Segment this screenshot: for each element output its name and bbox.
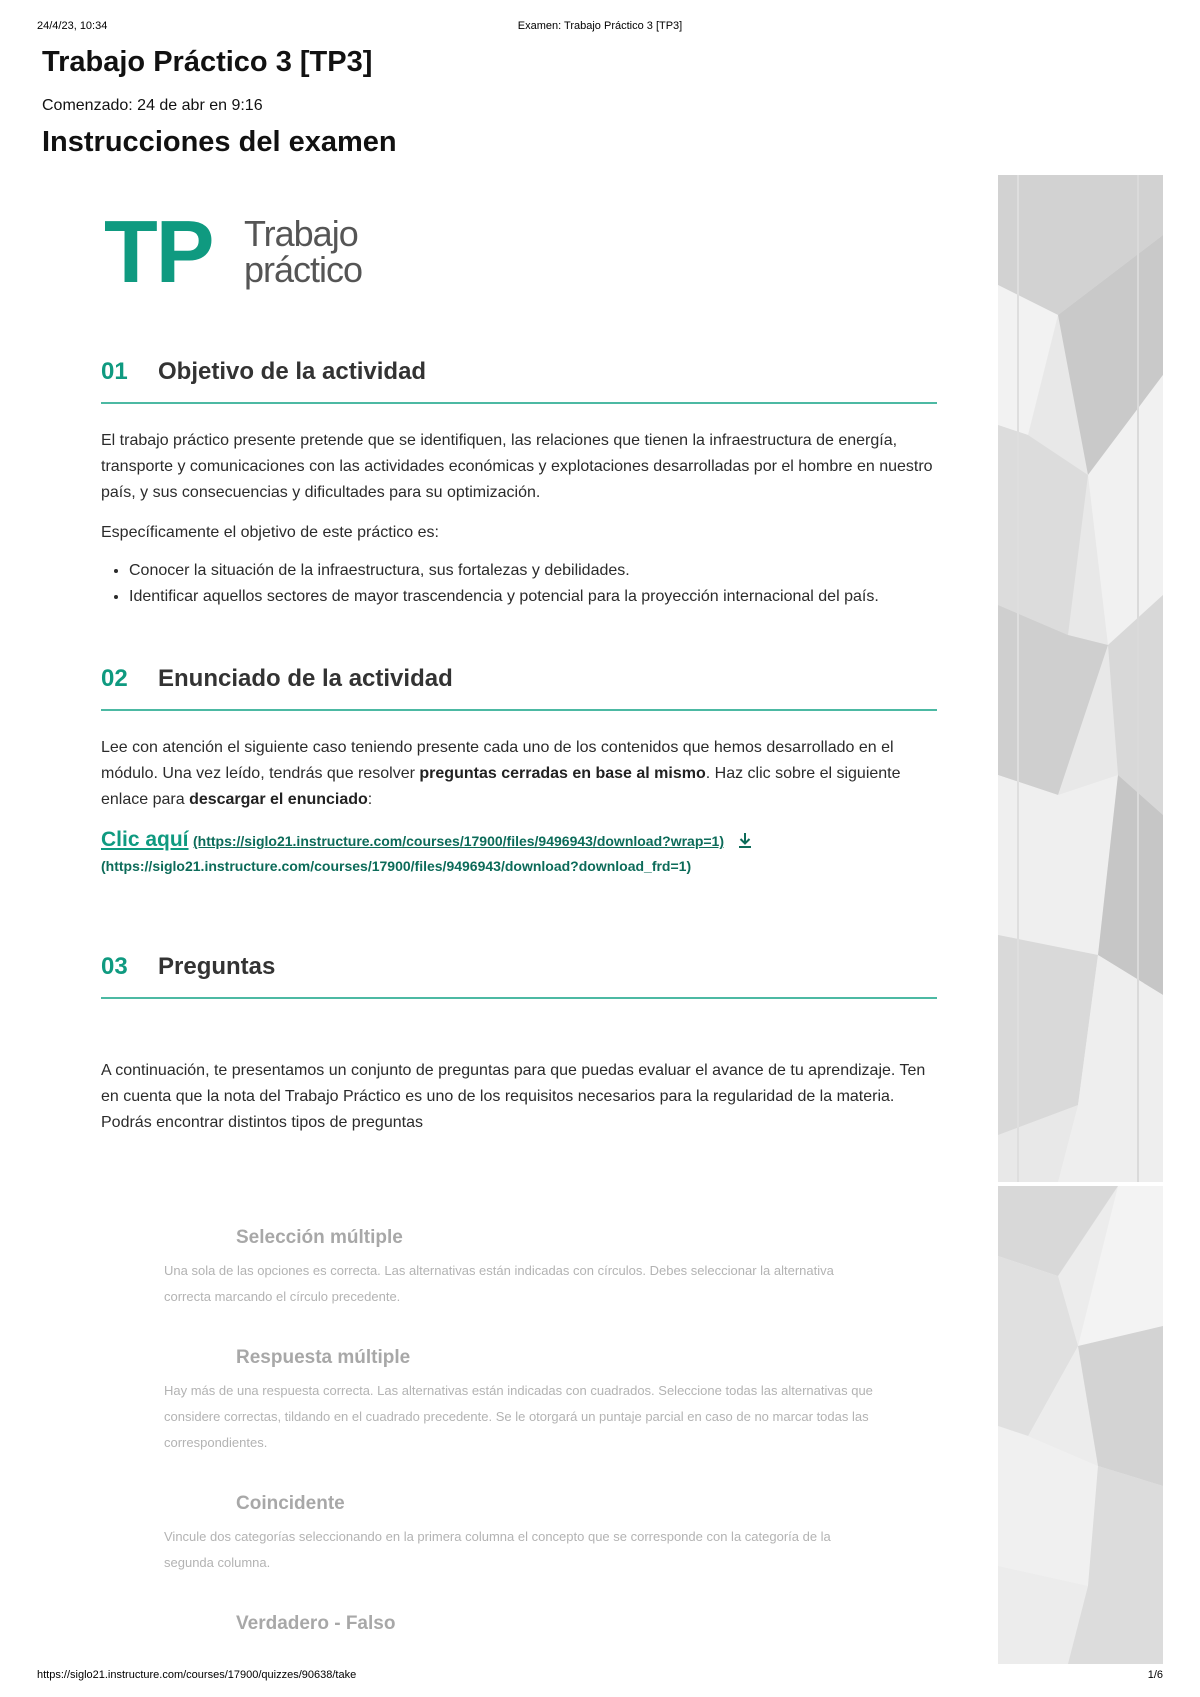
logo-line-2: práctico — [244, 249, 363, 290]
question-type-title: Verdadero - Falso — [236, 1613, 396, 1634]
quiz-started-date: Comenzado: 24 de abr en 9:16 — [42, 97, 263, 114]
section-title: Enunciado de la actividad — [158, 665, 453, 692]
question-type-title: Selección múltiple — [236, 1227, 403, 1248]
download-link-block — [101, 828, 901, 874]
question-type-description: Vincule dos categorías seleccionando en la primera columna el concepto que se corresponde con la categoría de la segunda columna. — [164, 1529, 831, 1570]
print-datetime: 24/4/23, 10:34 — [37, 20, 108, 32]
section-number: 03 — [101, 953, 128, 980]
print-page-title: Examen: Trabajo Práctico 3 [TP3] — [517, 20, 683, 32]
logo-line-1: Trabajo — [244, 213, 358, 254]
print-page-number: 1/6 — [1147, 1669, 1163, 1681]
question-type-title: Respuesta múltiple — [236, 1347, 411, 1368]
objective-intro: Específicamente el objetivo de este práctico es: — [101, 524, 439, 541]
section-title: Preguntas — [158, 953, 276, 980]
quiz-title: Trabajo Práctico 3 [TP3] — [42, 46, 373, 78]
question-type-title: Coincidente — [236, 1493, 345, 1514]
statement-bold-1: preguntas cerradas en base al mismo — [419, 765, 706, 782]
download-link[interactable]: Clic aquí — [101, 828, 189, 851]
objective-list — [101, 558, 989, 610]
tp-logo — [104, 202, 404, 301]
decorative-architecture-image — [998, 175, 1163, 1182]
print-header — [37, 20, 1163, 36]
logo-text — [244, 213, 363, 290]
list-item: • Identificar aquellos sectores de mayor trascendencia y potencial para la proyección internacional del país. — [129, 584, 989, 610]
logo-mark: TP — [104, 202, 213, 301]
statement-bold-2: descargar el enunciado — [189, 791, 368, 808]
statement-text-1: Lee con atención el siguiente caso teniendo presente cada uno de los contenidos que hemos desarrollado en el módulo. Una vez leído, tendrás que resolver — [101, 739, 894, 782]
section-01-heading — [101, 348, 937, 404]
section-divider — [101, 402, 937, 404]
direct-download-link-url[interactable]: (https://siglo21.instructure.com/courses/17900/files/9496943/download?download_frd=1) — [101, 858, 692, 874]
print-footer — [37, 1669, 1163, 1685]
section-number: 02 — [101, 665, 128, 692]
question-type-description: Una sola de las opciones es correcta. Las alternativas están indicadas con círculos. Debes seleccionar la alternativa correcta marcando el círculo precedente. — [164, 1263, 834, 1304]
section-02-heading — [101, 655, 937, 711]
section-divider — [101, 997, 937, 999]
download-link-url[interactable]: (https://siglo21.instructure.com/courses/17900/files/9496943/download?wrap=1) — [192, 833, 724, 849]
statement-paragraph — [101, 735, 941, 813]
section-divider — [101, 709, 937, 711]
print-url: https://siglo21.instructure.com/courses/17900/quizzes/90638/take — [37, 1669, 357, 1681]
decorative-architecture-image-2 — [998, 1186, 1163, 1664]
list-item: • Conocer la situación de la infraestructura, sus fortalezas y debilidades. — [129, 558, 989, 584]
statement-text-2: . Haz clic sobre el siguiente enlace para — [101, 765, 901, 808]
questions-paragraph: A continuación, te presentamos un conjunto de preguntas para que puedas evaluar el avance de tu aprendizaje. Ten en cuenta que la nota del Trabajo Práctico es uno de los requisitos necesarios para la regularidad de la materia. Podrás encontrar distintos tipos de preguntas — [101, 1062, 926, 1131]
instructions-title: Instrucciones del examen — [42, 126, 397, 158]
download-icon[interactable] — [736, 831, 754, 849]
question-type-description: Hay más de una respuesta correcta. Las alternativas están indicadas con cuadrados. Seleccione todas las alternativas que considere correctas, tildando en el cuadrado precedente. Se le otorgará un puntaje parcial en caso de no marcar todas las correspondientes. — [164, 1383, 873, 1450]
objective-paragraph: El trabajo práctico presente pretende que se identifiquen, las relaciones que tienen la infraestructura de energía, transporte y comunicaciones con las actividades económicas y explotaciones desarrolladas por el hombre en nuestro país, y sus consecuencias y dificultades para su optimización. — [101, 432, 933, 501]
section-title: Objetivo de la actividad — [158, 358, 427, 385]
section-number: 01 — [101, 358, 128, 385]
statement-text-3: : — [367, 791, 373, 808]
section-03-heading — [101, 943, 937, 999]
